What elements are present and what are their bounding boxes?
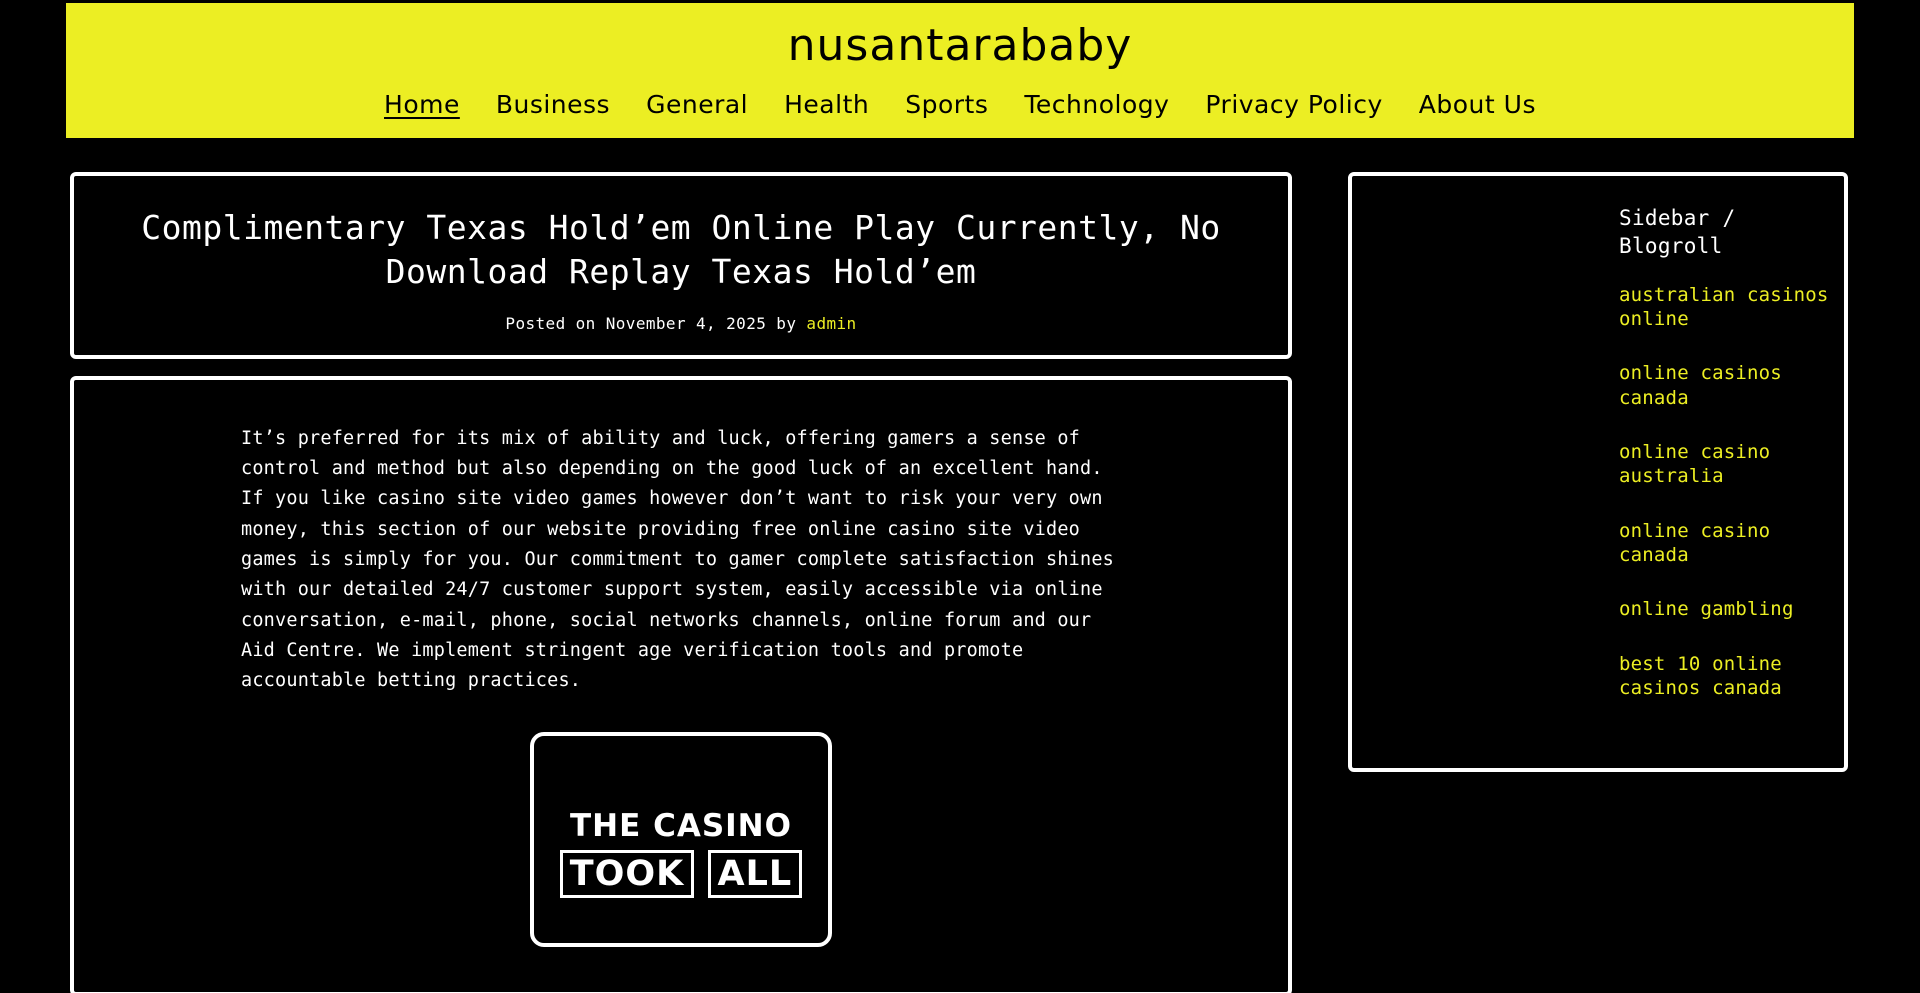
blogroll-link-best-10-online-casinos-canada[interactable]: best 10 online casinos canada: [1619, 652, 1782, 699]
site-header: [66, 3, 1854, 138]
list-item: [1619, 652, 1829, 701]
nav-item-health[interactable]: Health: [784, 89, 870, 119]
site-title: nusantarababy: [787, 20, 1133, 71]
post-body-card: [70, 376, 1292, 993]
nav-item-about-us[interactable]: About Us: [1418, 89, 1536, 119]
nav-item-sports[interactable]: Sports: [905, 89, 989, 119]
content-area: [0, 160, 1920, 993]
list-item: [1619, 519, 1829, 568]
figure-line-2-took: TOOK: [560, 850, 695, 898]
main-nav: [384, 90, 1536, 119]
list-item: [1619, 283, 1829, 332]
nav-item-general[interactable]: General: [646, 89, 749, 119]
blogroll-list: [1619, 283, 1829, 700]
post-meta: [104, 314, 1258, 333]
sidebar: [1348, 172, 1848, 772]
figure-line-2: [534, 854, 828, 894]
post-meta-date: Posted on November 4, 2025 by: [505, 313, 797, 333]
post-figure-image: [530, 732, 832, 947]
post-body-inner: [241, 424, 1121, 947]
list-item: [1619, 361, 1829, 410]
blogroll-link-online-casinos-canada[interactable]: online casinos canada: [1619, 362, 1782, 409]
nav-item-business[interactable]: Business: [495, 89, 611, 119]
blogroll-link-online-casino-canada[interactable]: online casino canada: [1619, 519, 1771, 566]
nav-item-privacy-policy[interactable]: Privacy Policy: [1205, 89, 1383, 119]
post-header-card: [70, 172, 1292, 359]
figure-line-2-all: ALL: [708, 850, 803, 898]
sidebar-inner: [1619, 204, 1829, 730]
article-column: [70, 172, 1292, 993]
post-title: Complimentary Texas Hold’em Online Play Currently, No Download Replay Texas Hold’em: [141, 208, 1221, 291]
blogroll-link-australian-casinos-online[interactable]: australian casinos online: [1619, 283, 1829, 330]
nav-item-home[interactable]: Home: [384, 89, 460, 119]
list-item: [1619, 440, 1829, 489]
blogroll-link-online-gambling[interactable]: online gambling: [1619, 598, 1794, 621]
blogroll-link-online-casino-australia[interactable]: online casino australia: [1619, 440, 1771, 488]
sidebar-title: Sidebar / Blogroll: [1619, 206, 1736, 259]
figure-line-1: THE CASINO: [570, 807, 792, 844]
post-author-link[interactable]: admin: [806, 313, 857, 333]
list-item: [1619, 597, 1829, 621]
nav-item-technology[interactable]: Technology: [1024, 89, 1170, 119]
post-paragraph: It’s preferred for its mix of ability and luck, offering gamers a sense of control and method but also depending on the good luck of an excellent hand. If you like casino site video games however don’t want to risk your very own money, this section of our website providing free online casino site video games is simply for you. Our commitment to gamer complete satisfaction shines with our detailed 24/7 customer support system, easily accessible via online conversation, e-mail, phone, social networks channels, online forum and our Aid Centre. We implement stringent age verification tools and promote accountable betting practices.: [241, 427, 1115, 692]
